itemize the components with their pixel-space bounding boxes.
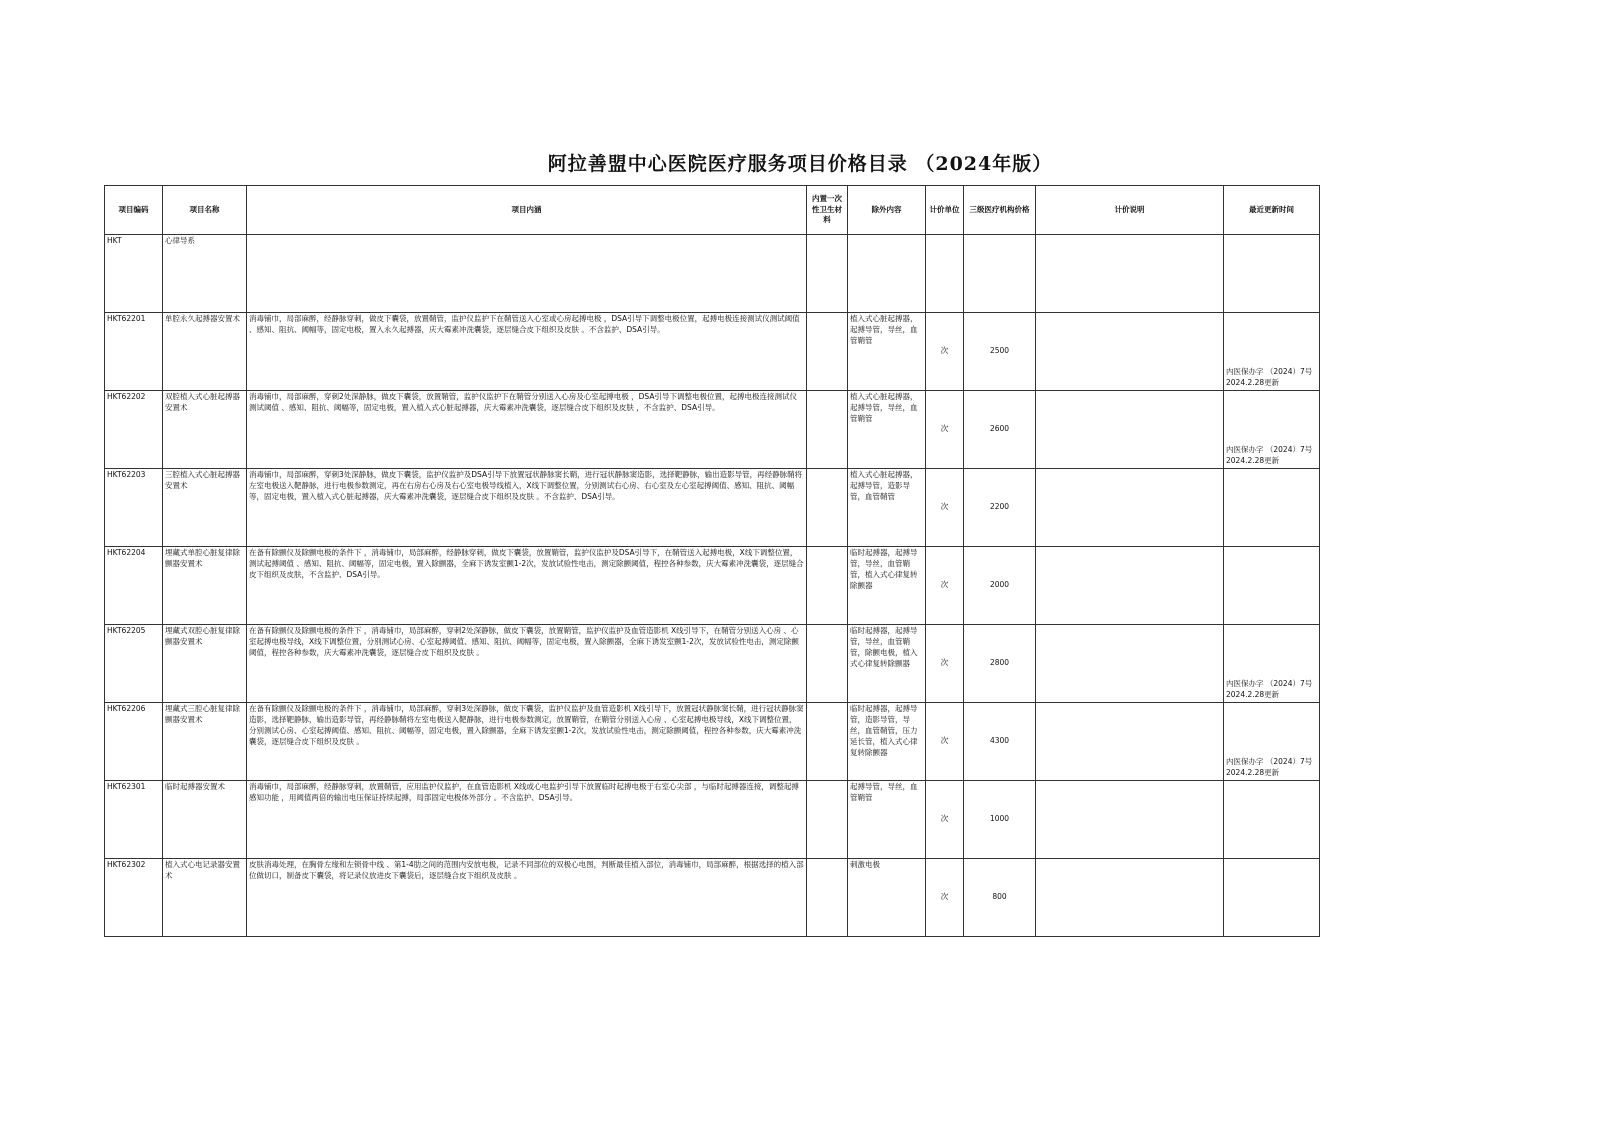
table-row <box>105 313 1320 391</box>
cell-content: 在备有除颤仪及除颤电极的条件下 ，消毒铺巾，局部麻醉，穿刺2处深静脉，做皮下囊袋，放置鞘管，监护仪监护及血管造影机 X线引导下，在鞘管分别送入心房 、心室起搏电极导线，X线下调整位置，分别测试心房、心室起搏阈值、感知、阻抗、阈幅等，固定电极，置入除颤器，全麻下诱发室颤1-2次，发放试验性电击，测定除颤阈值，程控各种参数，庆大霉素冲洗囊袋，逐层缝合皮下组织及皮肤 。 <box>247 625 807 703</box>
cell-desc <box>1036 625 1224 703</box>
cell-price: 2000 <box>964 547 1036 625</box>
cell-material <box>807 313 848 391</box>
cell-material <box>807 391 848 469</box>
header-code: 项目编码 <box>105 186 163 235</box>
table-row <box>105 235 1320 313</box>
cell-content: 消毒铺巾，局部麻醉，穿刺3处深静脉，做皮下囊袋，监护仪监护及DSA引导下放置冠状静脉窦长鞘，进行冠状静脉窦造影，选择靶静脉，输出造影导管，再经静脉鞘将左室电极送入靶静脉，进行电极参数测定，再在右房右心房及右心室电极导线植入，X线下调整位置，分别测试右心房、右心室及左心室起搏阈值、感知、阻抗、阈幅等，固定电极，置入植入式心脏起搏器，庆大霉素冲洗囊袋，逐层缝合皮下组织及皮肤 。不含监护、DSA引导。 <box>247 469 807 547</box>
cell-name: 埋藏式三腔心脏复律除颤器安置术 <box>163 703 247 781</box>
cell-name: 埋藏式单腔心脏复律除颤器安置术 <box>163 547 247 625</box>
cell-exclude: 临时起搏器，起搏导管，造影导管，导丝，血管鞘管，压力延长管，植入式心律复转除颤器 <box>848 703 926 781</box>
cell-content: 消毒铺巾，局部麻醉，穿刺2处深静脉，做皮下囊袋，放置鞘管，监护仪监护下在鞘管分别送入心房及心室起搏电极 ，DSA引导下调整电极位置，起搏电极连接测试仪测试阈值 、感知、阻抗、阈幅等，固定电极，置入植入式心脏起搏器，庆大霉素冲洗囊袋，逐层缝合皮下组织及皮肤 ，不含监护、DSA引导。 <box>247 391 807 469</box>
cell-content: 在备有除颤仪及除颤电极的条件下 ，消毒铺巾，局部麻醉，经静脉穿刺，做皮下囊袋，放置鞘管，监护仪监护及DSA引导下，在鞘管送入起搏电极，X线下调整位置，测试起搏阈值 、感知、阻抗、阈幅等，固定电极，置入除颤器，全麻下诱发室颤1-2次，发放试验性电击，测定除颤阈值，程控各种参数，庆大霉素冲洗囊袋，逐层缝合皮下组织及皮肤，不含监护、DSA引导。 <box>247 547 807 625</box>
cell-name: 三腔植入式心脏起搏器安置术 <box>163 469 247 547</box>
cell-material <box>807 469 848 547</box>
cell-desc <box>1036 703 1224 781</box>
cell-exclude <box>848 235 926 313</box>
header-name: 项目名称 <box>163 186 247 235</box>
cell-price: 2200 <box>964 469 1036 547</box>
cell-material <box>807 625 848 703</box>
table-row <box>105 547 1320 625</box>
cell-updated <box>1224 235 1320 313</box>
cell-exclude: 起搏导管，导丝，血管鞘管 <box>848 781 926 859</box>
cell-unit: 次 <box>926 547 964 625</box>
cell-desc <box>1036 859 1224 937</box>
cell-unit: 次 <box>926 469 964 547</box>
cell-material <box>807 703 848 781</box>
cell-material <box>807 859 848 937</box>
cell-material <box>807 781 848 859</box>
header-desc: 计价说明 <box>1036 186 1224 235</box>
cell-desc <box>1036 547 1224 625</box>
cell-price: 2500 <box>964 313 1036 391</box>
cell-desc <box>1036 781 1224 859</box>
cell-exclude: 刺激电极 <box>848 859 926 937</box>
table-row <box>105 703 1320 781</box>
cell-desc <box>1036 469 1224 547</box>
cell-code: HKT62205 <box>105 625 163 703</box>
cell-price: 2800 <box>964 625 1036 703</box>
table-row <box>105 781 1320 859</box>
cell-name: 植入式心电记录器安置术 <box>163 859 247 937</box>
cell-content: 皮肤消毒处理，在胸骨左缘和左锁骨中线 、第1-4肋之间的范围内安放电极，记录不同部位的双极心电图，判断最佳植入部位，消毒铺巾，局部麻醉，根据选择的植入部位做切口，制备皮下囊袋，将记录仪放进皮下囊袋后，逐层缝合皮下组织及皮肤 。 <box>247 859 807 937</box>
cell-content: 在备有除颤仪及除颤电极的条件下 ，消毒铺巾，局部麻醉，穿刺3处深静脉，做皮下囊袋，监护仪监护及血管造影机 X线引导下，放置冠状静脉窦长鞘，进行冠状静脉窦造影，选择靶静脉，输出造影导管，再经静脉鞘将左室电极送入靶静脉，进行电极参数测定，放置鞘管，在鞘管分别送入心房 、心室起搏电极导线，X线下调整位置，分别测试心房、心室起搏阈值、感知、阻抗、阈幅等，固定电极，置入除颤器，全麻下诱发室颤1-2次，发放试验性电击，测定除颤阈值，程控各种参数，庆大霉素冲洗囊袋，逐层缝合皮下组织及皮肤 。 <box>247 703 807 781</box>
cell-unit: 次 <box>926 859 964 937</box>
price-table <box>104 185 1320 937</box>
cell-unit: 次 <box>926 625 964 703</box>
cell-updated: 内医保办字 （2024）7号 2024.2.28更新 <box>1224 625 1320 703</box>
cell-exclude: 植入式心脏起搏器，起搏导管，导丝，血管鞘管 <box>848 313 926 391</box>
header-unit: 计价单位 <box>926 186 964 235</box>
cell-unit: 次 <box>926 391 964 469</box>
cell-material <box>807 547 848 625</box>
page-title: 阿拉善盟中心医院医疗服务项目价格目录 （2024年版） <box>547 153 1053 175</box>
header-material: 内置一次性卫生材料 <box>807 186 848 235</box>
cell-unit: 次 <box>926 313 964 391</box>
cell-code: HKT <box>105 235 163 313</box>
cell-name: 双腔植入式心脏起搏器安置术 <box>163 391 247 469</box>
cell-exclude: 植入式心脏起搏器，起搏导管，造影导管，血管鞘管 <box>848 469 926 547</box>
cell-updated <box>1224 781 1320 859</box>
cell-material <box>807 235 848 313</box>
header-content: 项目内涵 <box>247 186 807 235</box>
cell-code: HKT62202 <box>105 391 163 469</box>
cell-price: 800 <box>964 859 1036 937</box>
table-row <box>105 469 1320 547</box>
cell-code: HKT62201 <box>105 313 163 391</box>
cell-updated <box>1224 469 1320 547</box>
cell-updated <box>1224 547 1320 625</box>
cell-content: 消毒铺巾，局部麻醉，经静脉穿刺，放置鞘管，应用监护仪监护，在血管造影机 X线或心电监护引导下放置临时起搏电极于右室心尖部 ，与临时起搏器连接，调整起搏感知功能 ，用阈值两倍的输出电压保证持续起搏，局部固定电极体外部分 。不含监护、DSA引导。 <box>247 781 807 859</box>
cell-name: 心律导系 <box>163 235 247 313</box>
cell-unit: 次 <box>926 781 964 859</box>
table-row <box>105 625 1320 703</box>
cell-unit <box>926 235 964 313</box>
cell-name: 埋藏式双腔心脏复律除颤器安置术 <box>163 625 247 703</box>
cell-code: HKT62203 <box>105 469 163 547</box>
cell-exclude: 植入式心脏起搏器，起搏导管，导丝，血管鞘管 <box>848 391 926 469</box>
table-row <box>105 859 1320 937</box>
cell-exclude: 临时起搏器，起搏导管，导丝，血管鞘管，植入式心律复转除颤器 <box>848 547 926 625</box>
cell-name: 单腔永久起搏器安置术 <box>163 313 247 391</box>
cell-price: 2600 <box>964 391 1036 469</box>
cell-updated <box>1224 859 1320 937</box>
cell-exclude: 临时起搏器，起搏导管，导丝，血管鞘管，除颤电极，植入式心律复转除颤器 <box>848 625 926 703</box>
cell-unit: 次 <box>926 703 964 781</box>
cell-updated: 内医保办字 （2024）7号 2024.2.28更新 <box>1224 703 1320 781</box>
cell-price: 1000 <box>964 781 1036 859</box>
cell-price <box>964 235 1036 313</box>
cell-code: HKT62301 <box>105 781 163 859</box>
header-exclude: 除外内容 <box>848 186 926 235</box>
cell-code: HKT62302 <box>105 859 163 937</box>
cell-content <box>247 235 807 313</box>
cell-name: 临时起搏器安置术 <box>163 781 247 859</box>
table-row <box>105 391 1320 469</box>
cell-desc <box>1036 391 1224 469</box>
cell-code: HKT62206 <box>105 703 163 781</box>
cell-updated: 内医保办字 （2024）7号 2024.2.28更新 <box>1224 391 1320 469</box>
cell-desc <box>1036 313 1224 391</box>
cell-desc <box>1036 235 1224 313</box>
header-price: 三级医疗机构价格 <box>964 186 1036 235</box>
header-row <box>105 186 1320 235</box>
cell-updated: 内医保办字 （2024）7号 2024.2.28更新 <box>1224 313 1320 391</box>
header-updated: 最近更新时间 <box>1224 186 1320 235</box>
cell-code: HKT62204 <box>105 547 163 625</box>
cell-content: 消毒铺巾，局部麻醉，经静脉穿刺，做皮下囊袋，放置鞘管，监护仪监护下在鞘管送入心室或心房起搏电极 ，DSA引导下调整电极位置，起搏电极连接测试仪测试阈值 、感知、阻抗、阈幅等，固定电极，置入永久起搏器，庆大霉素冲洗囊袋，逐层缝合皮下组织及皮肤 。不含监护、DSA引导。 <box>247 313 807 391</box>
cell-price: 4300 <box>964 703 1036 781</box>
